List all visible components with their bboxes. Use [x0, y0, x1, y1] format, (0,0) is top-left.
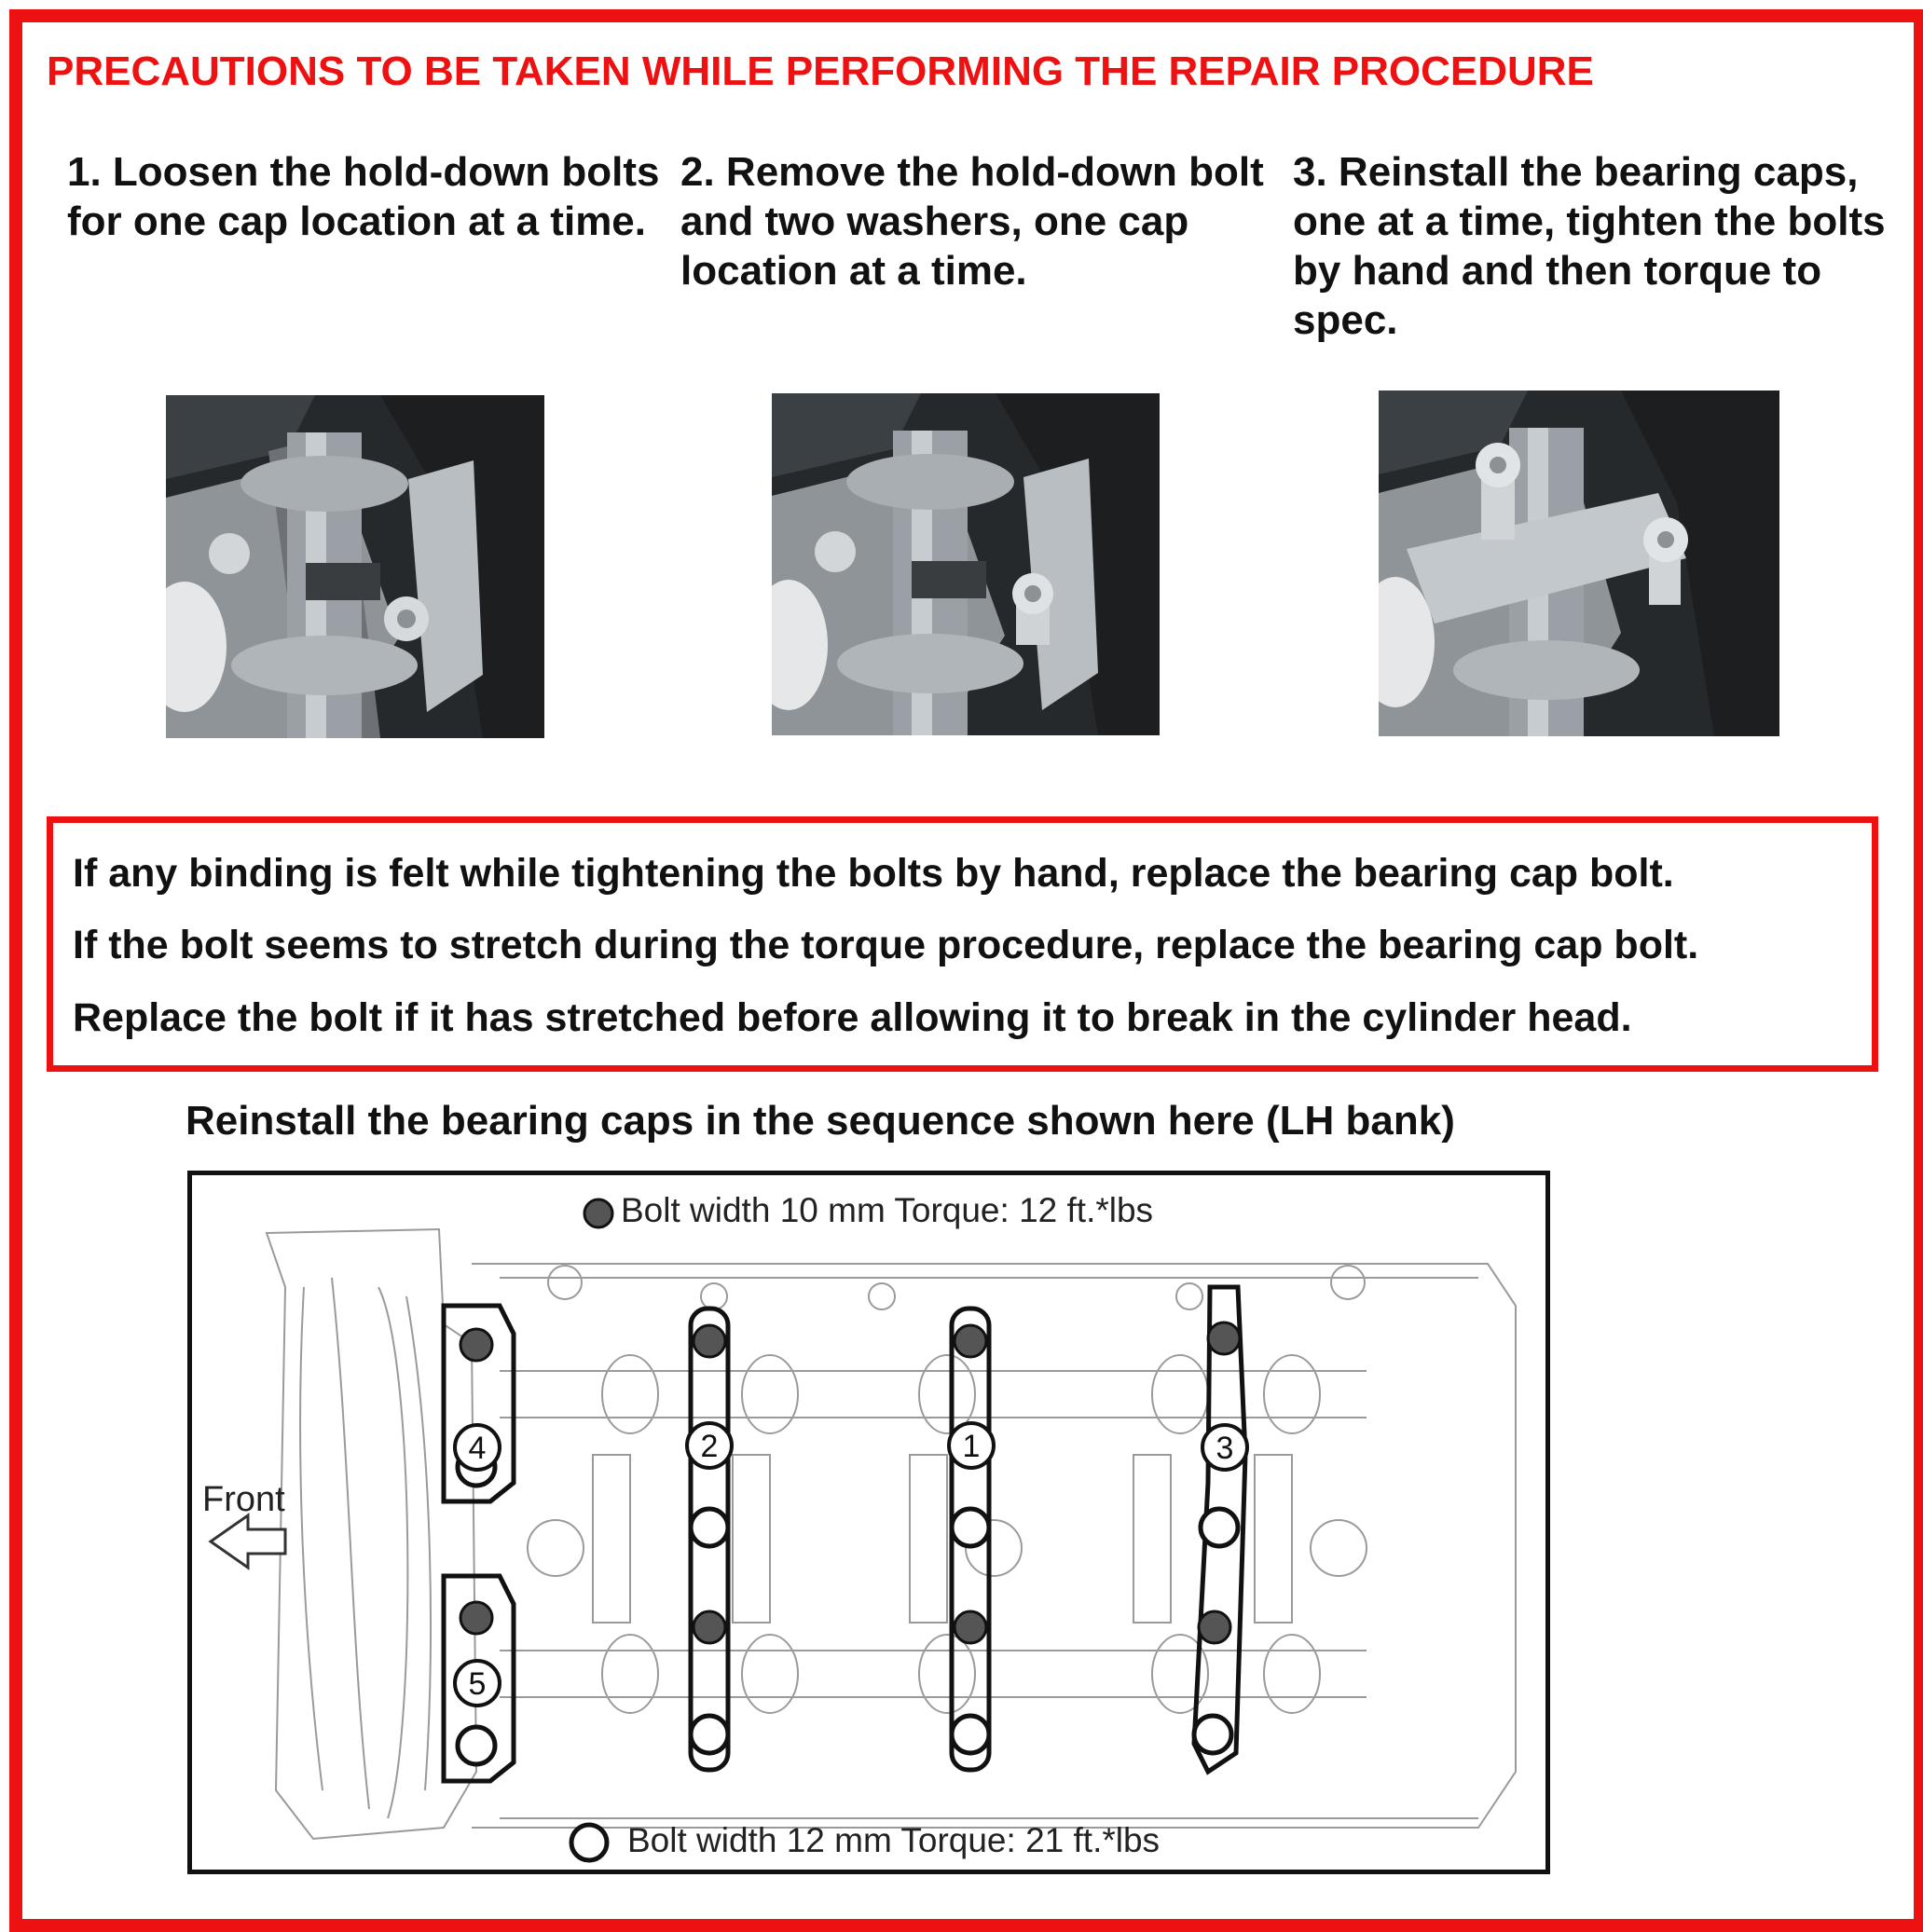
legend-large-bolt: Bolt width 12 mm Torque: 21 ft.*lbs	[627, 1821, 1161, 1859]
page-title: PRECAUTIONS TO BE TAKEN WHILE PERFORMING THE REPAIR PROCEDURE	[47, 48, 1594, 94]
step-2-text: 2. Remove the hold-down bolt and two washers, one cap location at a time.	[680, 149, 1264, 294]
small-bolt-icon	[584, 1199, 612, 1227]
cap-number-4: 4	[468, 1431, 487, 1466]
step-3-text: 3. Reinstall the bearing caps, one at a time, tighten the bolts by hand and then torque to spec.	[1293, 149, 1886, 343]
large-bolt-icon	[571, 1825, 607, 1860]
sequence-title: Reinstall the bearing caps in the sequence shown here (LH bank)	[185, 1098, 1455, 1144]
step-1-photo	[166, 395, 544, 738]
cap-number-5: 5	[468, 1666, 487, 1702]
cap-number-1: 1	[962, 1429, 981, 1464]
front-arrow-icon	[211, 1515, 285, 1568]
cap-number-3: 3	[1216, 1431, 1234, 1466]
warning-line-3: Replace the bolt if it has stretched before allowing it to break in the cylinder head.	[73, 995, 1632, 1040]
front-label: Front	[202, 1480, 285, 1519]
legend-small-bolt: Bolt width 10 mm Torque: 12 ft.*lbs	[621, 1191, 1154, 1229]
warning-line-2: If the bolt seems to stretch during the torque procedure, replace the bearing cap bolt.	[73, 923, 1699, 967]
bearing-cap-sequence-diagram	[187, 1171, 1550, 1874]
cap-number-2: 2	[700, 1429, 719, 1464]
step-2-photo	[772, 393, 1160, 735]
step-1-text: 1. Loosen the hold-down bolts for one cap location at a time.	[67, 149, 660, 244]
warning-line-1: If any binding is felt while tightening the bolts by hand, replace the bearing cap bolt.	[73, 851, 1674, 896]
step-3-photo	[1379, 391, 1779, 736]
